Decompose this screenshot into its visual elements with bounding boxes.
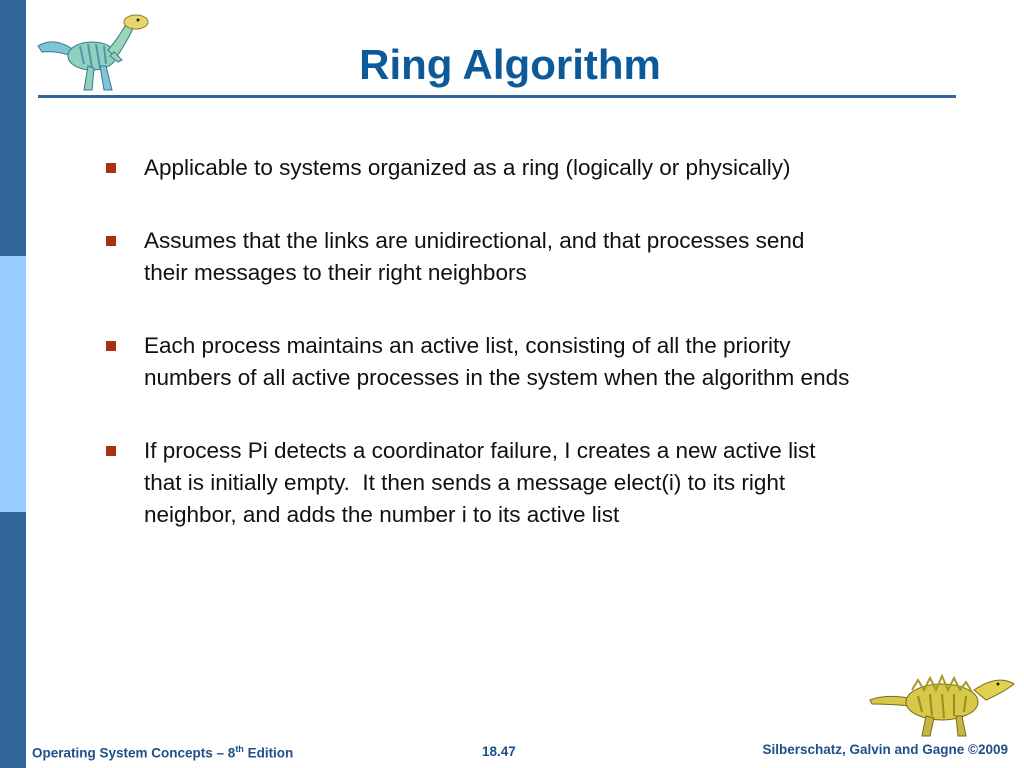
bullet-text: If process Pi detects a coordinator failure, I creates a new active list that is initially empty. It then sends a message elect(i) to its right neighbor, and adds the number i to its active list [144,438,816,527]
title-divider [38,95,956,98]
bullet-list [104,152,974,572]
bullet-text: Applicable to systems organized as a ring (logically or physically) [144,155,791,180]
dinosaur-icon [868,660,1016,738]
bullet-item [104,435,974,531]
bullet-item [104,330,974,394]
footer-title-prefix: Operating System Concepts – 8 [32,745,236,761]
bullet-item [104,152,974,184]
slide-title: Ring Algorithm [359,41,661,88]
band-segment-light [0,256,26,512]
footer [0,732,1024,768]
band-segment-dark [0,0,26,256]
bullet-text: Assumes that the links are unidirectional, and that processes send their messages to their right neighbors [144,228,805,285]
footer-slide-number: 18.47 [482,744,516,759]
bullet-text: Each process maintains an active list, consisting of all the priority numbers of all active processes in the system when the algorithm ends [144,333,850,390]
square-bullet-icon [106,446,116,456]
bullet-item [104,225,974,289]
square-bullet-icon [106,341,116,351]
footer-copyright: Silberschatz, Galvin and Gagne ©2009 [762,742,1008,757]
footer-book-title [32,744,293,761]
square-bullet-icon [106,236,116,246]
square-bullet-icon [106,163,116,173]
left-color-band [0,0,26,768]
footer-title-suffix: Edition [243,745,294,761]
footer-title-superscript: th [235,744,244,754]
band-segment-dark [0,512,26,768]
dinosaur-icon [34,6,158,96]
